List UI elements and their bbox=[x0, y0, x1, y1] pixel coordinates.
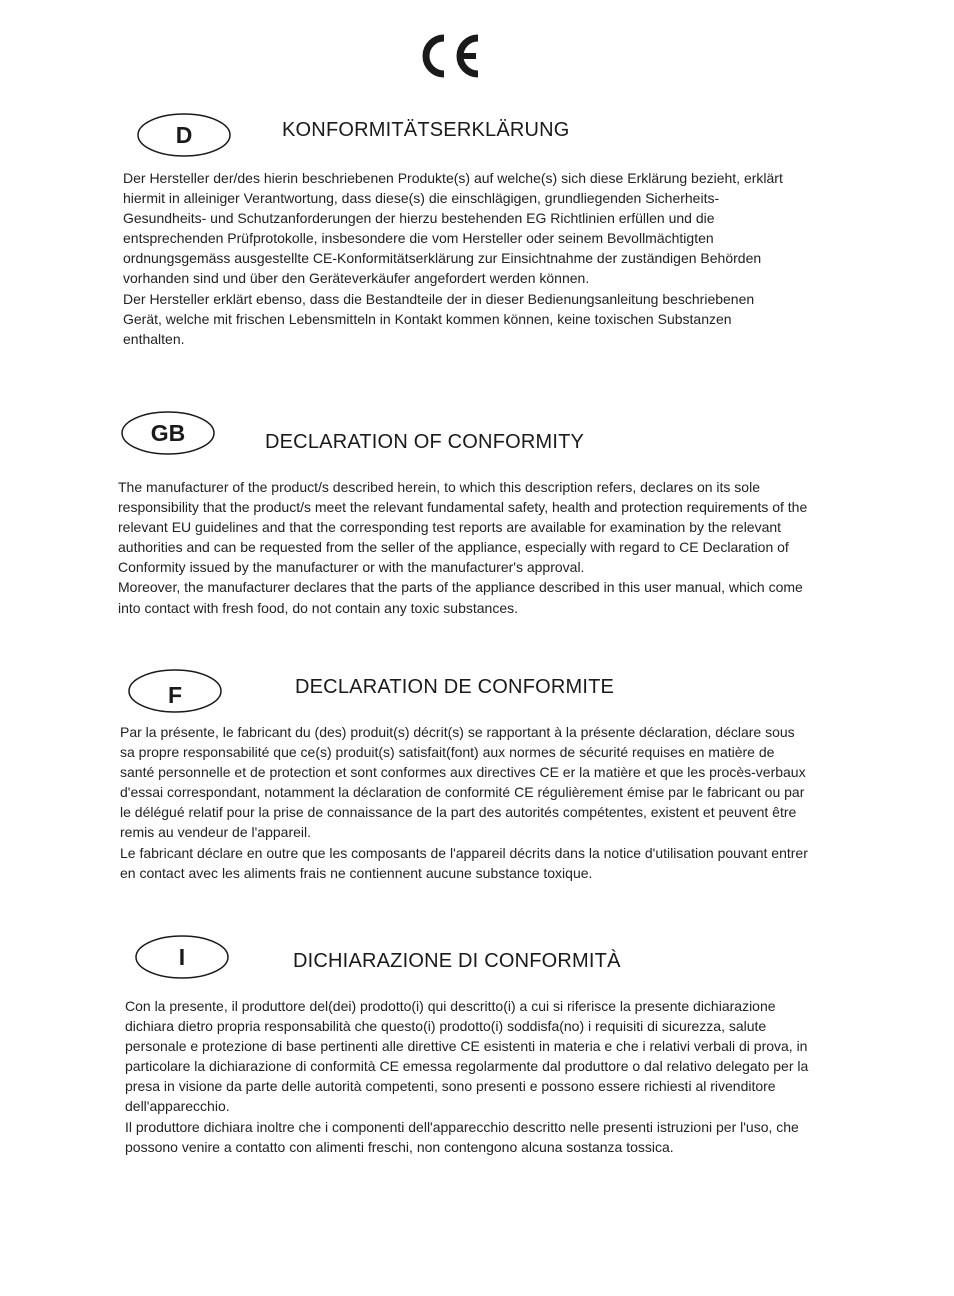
country-badge bbox=[127, 668, 223, 714]
section-body bbox=[125, 996, 809, 1157]
section-heading: KONFORMITÄTSERKLÄRUNG bbox=[282, 119, 570, 141]
section-heading: DECLARATION OF CONFORMITY bbox=[265, 431, 585, 453]
section-heading: DICHIARAZIONE DI CONFORMITÀ bbox=[293, 950, 621, 972]
body-paragraph: Par la présente, le fabricant du (des) produit(s) décrit(s) se rapportant à la présente déclaration, déclare sous sa propre responsabilité que ce(s) produit(s) satisfait(font) aux normes de sécurité requises en matière de santé personnelle et de protection et sont conformes aux directives CE er la matière et que les procès-verbaux d'essai correspondant, notamment la déclaration de conformité CE régulièrement émise par le fabricant ou par le délégué relatif pour la prise de connaissance de la part des autorités compétentes, existent et peuvent être remis au vendeur de l'appareil. bbox=[120, 724, 806, 841]
country-badge bbox=[120, 410, 216, 456]
body-paragraph: Moreover, the manufacturer declares that the parts of the appliance described in this user manual, which come into contact with fresh food, do not contain any toxic substances. bbox=[118, 579, 803, 616]
body-paragraph: Il produttore dichiara inoltre che i componenti dell'apparecchio descritto nelle presenti istruzioni per l'uso, che possono venire a contatto con alimenti freschi, non contengono alcuna sostanza tossica. bbox=[125, 1118, 799, 1155]
ce-logo-icon bbox=[414, 30, 486, 82]
country-badge bbox=[136, 112, 232, 158]
ce-mark bbox=[414, 30, 486, 82]
body-paragraph: The manufacturer of the product/s described herein, to which this description refers, declares on its sole responsibility that the product/s meet the relevant fundamental safety, health and protection requirements of the relevant EU guidelines and that the corresponding test reports are available for examination by the relevant authorities and can be requested from the seller of the appliance, especially with regard to CE Declaration of Conformity issued by the manufacturer or with the manufacturer's approval. bbox=[118, 479, 808, 576]
country-badge bbox=[134, 934, 230, 980]
badge-label: I bbox=[178, 944, 186, 970]
section-body bbox=[120, 722, 810, 883]
body-paragraph: Le fabricant déclare en outre que les composants de l'appareil décrits dans la notice d'utilisation pouvant entrer en contact avec les aliments frais ne contiennent aucune substance toxique. bbox=[120, 844, 808, 881]
section-body bbox=[123, 168, 793, 349]
badge-label: F bbox=[167, 682, 183, 708]
section-heading: DECLARATION DE CONFORMITE bbox=[295, 676, 615, 698]
body-paragraph: Der Hersteller erklärt ebenso, dass die Bestandteile der in dieser Bedienungsanleitung beschriebenen Gerät, welche mit frischen Lebensmitteln in Kontakt kommen können, keine toxischen Substanzen enthalten. bbox=[123, 290, 755, 347]
body-paragraph: Con la presente, il produttore del(dei) prodotto(i) qui descritto(i) a cui si riferisce la presente dichiarazione dichiara dietro propria responsabilità che questo(i) prodotto(i) soddisfa(no) i requisiti di sicurezza, salute personale e protezione di base pertinenti alle direttive CE esistenti in materia e che i relativi verbali di prova, in particolare la dichiarazione di conformità CE emessa regolarmente dal produttore o dal relativo delegato per la presa in visione da parte delle autorità competenti, sono presenti e possono essere richiesti al rivenditore dell'apparecchio. bbox=[125, 998, 809, 1115]
body-paragraph: Der Hersteller der/des hierin beschriebenen Produkte(s) auf welche(s) sich diese Erklärung bezieht, erklärt hiermit in alleiniger Verantwortung, dass diese(s) die einschlägigen, grundliegenden Sicherheits- Gesundheits- und Schutzanforderungen der hierzu bestehenden EG Richtlinien erfüllen und die entsprechenden Prüfprotokolle, insbesondere die vom Hersteller oder seinem Bevollmächtigten ordnungsgemäss ausgestellte CE-Konformitätserklärung zur Einsichtnahme der zuständigen Behörden vorhanden sind und über den Geräteverkäufer angefordert werden können. bbox=[123, 170, 783, 287]
badge-label: D bbox=[175, 122, 193, 148]
section-body bbox=[118, 477, 812, 618]
badge-label: GB bbox=[150, 420, 186, 446]
